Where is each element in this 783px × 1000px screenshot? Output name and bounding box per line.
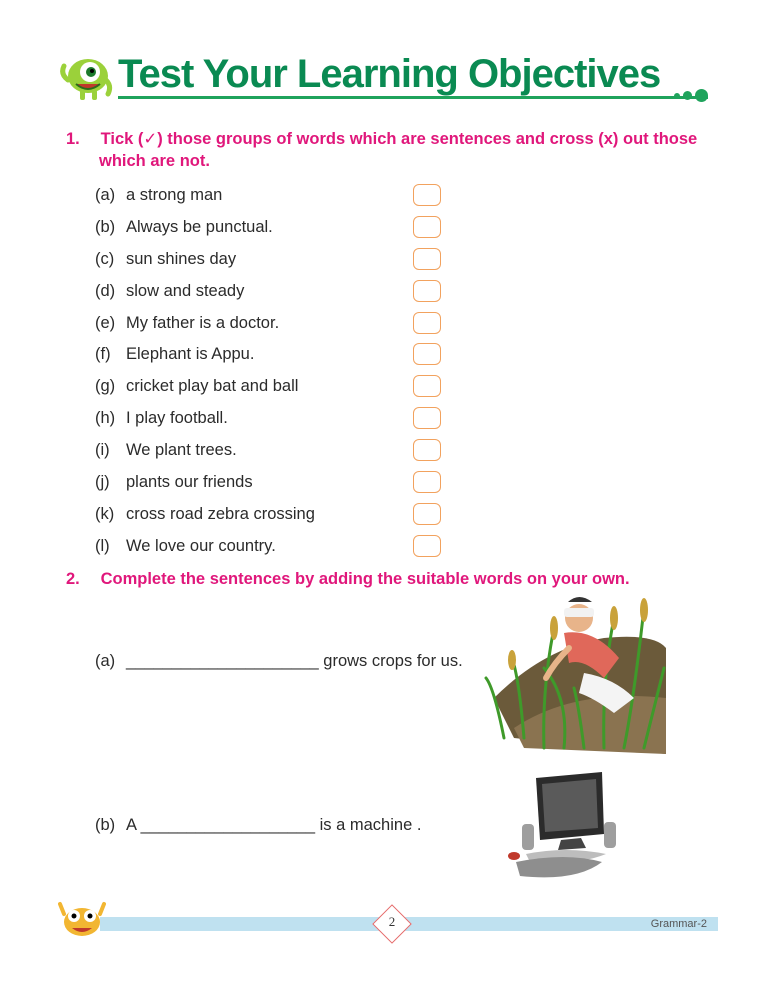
list-item: (l) We love our country. — [95, 535, 455, 567]
list-item: (a) a strong man — [95, 184, 455, 216]
answer-checkbox[interactable] — [413, 248, 441, 270]
answer-checkbox[interactable] — [413, 375, 441, 397]
answer-checkbox[interactable] — [413, 312, 441, 334]
page-title: Test Your Learning Objectives — [118, 52, 661, 96]
question-number: 1. — [66, 130, 80, 148]
fill-blank-text[interactable]: _____________________ grows crops for us. — [126, 652, 463, 670]
list-item: (d) slow and steady — [95, 280, 455, 312]
title-underline — [118, 96, 708, 99]
list-item: (k) cross road zebra crossing — [95, 503, 455, 535]
fill-blank-item: (b) A ___________________ is a machine . — [95, 816, 422, 834]
list-item: (g) cricket play bat and ball — [95, 375, 455, 407]
list-item: (j) plants our friends — [95, 471, 455, 503]
list-item: (c) sun shines day — [95, 248, 455, 280]
computer-illustration — [506, 770, 626, 888]
book-title: Grammar-2 — [650, 918, 707, 930]
question-1 — [66, 126, 722, 152]
question-text: Tick (✓) those groups of words which are sentences and cross (x) out those — [100, 130, 698, 148]
answer-checkbox[interactable] — [413, 184, 441, 206]
answer-checkbox[interactable] — [413, 439, 441, 461]
answer-checkbox[interactable] — [413, 535, 441, 557]
answer-checkbox[interactable] — [413, 343, 441, 365]
fill-blank-item: (a) _____________________ grows crops for us. — [95, 652, 463, 670]
answer-checkbox[interactable] — [413, 503, 441, 525]
list-item: (e) My father is a doctor. — [95, 312, 455, 344]
page-number: 2 — [388, 914, 396, 929]
list-item: (i) We plant trees. — [95, 439, 455, 471]
answer-checkbox[interactable] — [413, 216, 441, 238]
fill-blank-text[interactable]: A ___________________ is a machine . — [126, 816, 422, 834]
answer-checkbox[interactable] — [413, 471, 441, 493]
answer-checkbox[interactable] — [413, 407, 441, 429]
question-text: Complete the sentences by adding the suitable words on your own. — [100, 570, 630, 588]
green-monster-mascot-icon — [58, 50, 114, 104]
answer-checkbox[interactable] — [413, 280, 441, 302]
list-item: (h) I play football. — [95, 407, 455, 439]
list-item: (b) Always be punctual. — [95, 216, 455, 248]
farmer-illustration — [484, 588, 666, 754]
sentence-list — [95, 184, 455, 567]
yellow-monster-icon — [58, 896, 106, 940]
question-text-continued: which are not. — [99, 152, 210, 170]
list-item: (f) Elephant is Appu. — [95, 343, 455, 375]
page-header — [58, 46, 728, 108]
question-number: 2. — [66, 570, 80, 588]
